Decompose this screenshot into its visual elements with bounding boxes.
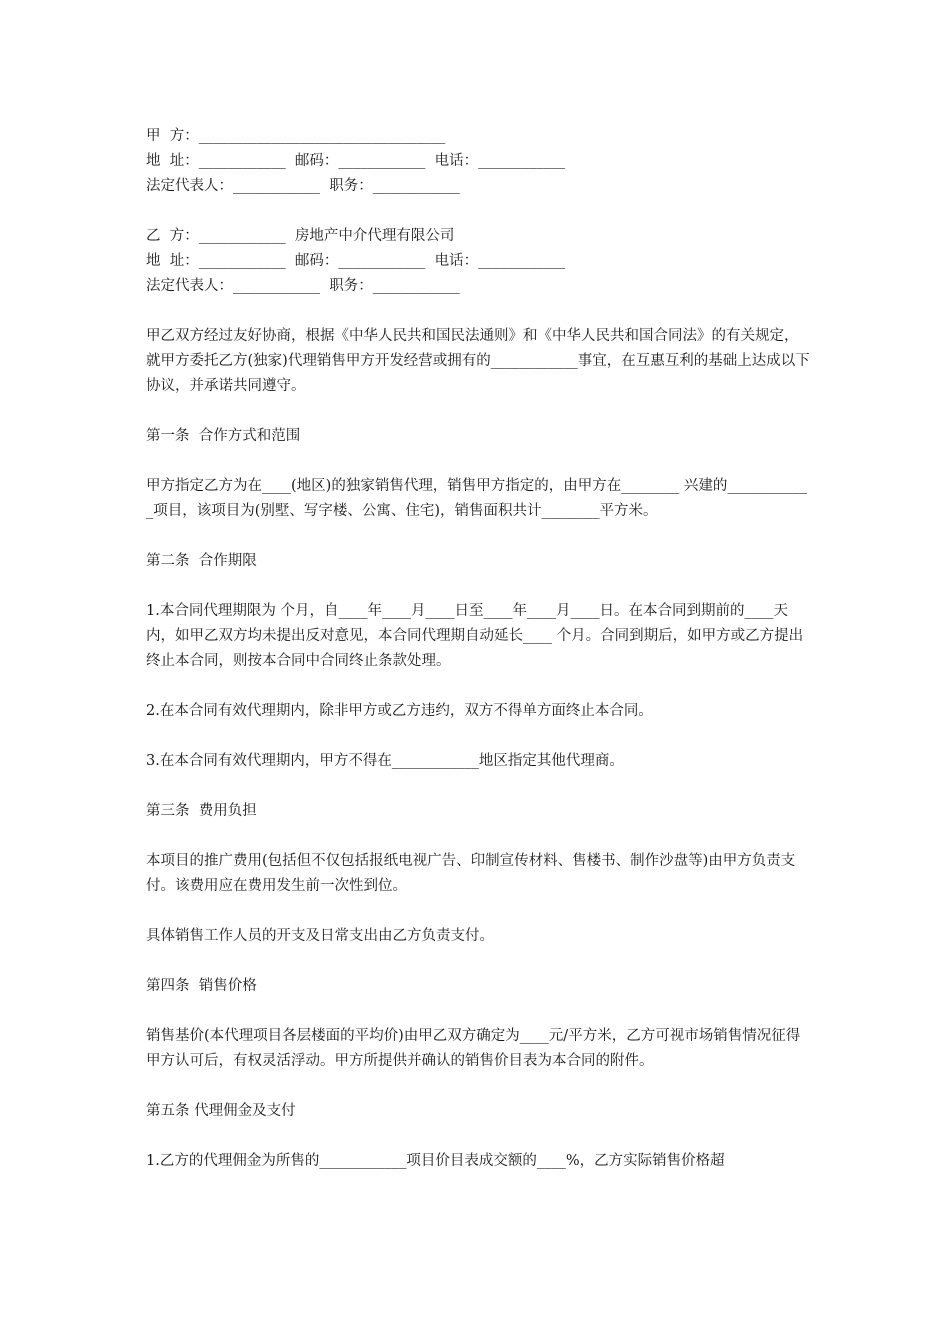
spacer bbox=[146, 724, 810, 749]
party-b-name-line: 乙 方：____________ 房地产中介代理有限公司 bbox=[146, 228, 455, 244]
article-5-item-1: 1.乙方的代理佣金为所售的____________项目价目表成交额的____%，乙方实际销售价格超 bbox=[146, 1153, 725, 1169]
contract-page bbox=[146, 124, 810, 1174]
article-4-body: 销售基价(本代理项目各层楼面的平均价)由甲乙双方确定为____元/平方米，乙方可视市场销售情况征得甲方认可后，有权灵活浮动。甲方所提供并确认的销售价目表为本合同的附件。 bbox=[146, 1028, 801, 1069]
article-3-paragraph-2: 具体销售工作人员的开支及日常支出由乙方负责支付。 bbox=[146, 928, 494, 944]
party-a-address-line: 地 址：____________ 邮码：____________ 电话：____________ bbox=[146, 153, 566, 169]
spacer bbox=[146, 449, 810, 474]
article-5-title: 第五条 代理佣金及支付 bbox=[146, 1103, 296, 1119]
spacer bbox=[146, 524, 810, 549]
article-2-item-3: 3.在本合同有效代理期内，甲方不得在____________地区指定其他代理商。 bbox=[146, 753, 624, 769]
preamble-paragraph: 甲乙双方经过友好协商，根据《中华人民共和国民法通则》和《中华人民共和国合同法》的有关规定，就甲方委托乙方(独家)代理销售甲方开发经营或拥有的____________事宜，在互惠互利的基础上达成以下协议，并承诺共同遵守。 bbox=[146, 328, 810, 394]
article-4-title: 第四条 销售价格 bbox=[146, 978, 257, 994]
article-2-item-1: 1.本合同代理期限为 个月，自____年____月____日至____年____月____日。在本合同到期前的____天内，如甲乙双方均未提出反对意见，本合同代理期自动延长____ 个月。合同到期后，如甲方或乙方提出终止本合同，则按本合同中合同终止条款处理。 bbox=[146, 603, 804, 669]
article-1-title: 第一条 合作方式和范围 bbox=[146, 428, 301, 444]
article-2-item-2: 2.在本合同有效代理期内，除非甲方或乙方违约，双方不得单方面终止本合同。 bbox=[146, 703, 653, 719]
party-b-representative-line: 法定代表人：____________ 职务：____________ bbox=[146, 278, 460, 294]
party-a-name-line: 甲 方：__________________________________ bbox=[146, 128, 446, 144]
spacer bbox=[146, 899, 810, 924]
spacer bbox=[146, 674, 810, 699]
article-3-paragraph-1: 本项目的推广费用(包括但不仅包括报纸电视广告、印制宣传材料、售楼书、制作沙盘等)由甲方负责支付。该费用应在费用发生前一次性到位。 bbox=[146, 853, 796, 894]
spacer bbox=[146, 774, 810, 799]
spacer bbox=[146, 1124, 810, 1149]
article-2-title: 第二条 合作期限 bbox=[146, 553, 257, 569]
spacer bbox=[146, 574, 810, 599]
spacer bbox=[146, 399, 810, 424]
article-3-title: 第三条 费用负担 bbox=[146, 803, 257, 819]
spacer bbox=[146, 299, 810, 324]
spacer bbox=[146, 1074, 810, 1099]
spacer bbox=[146, 199, 810, 224]
party-a-representative-line: 法定代表人：____________ 职务：____________ bbox=[146, 178, 460, 194]
spacer bbox=[146, 999, 810, 1024]
article-1-body: 甲方指定乙方为在____(地区)的独家销售代理，销售甲方指定的，由甲方在________ 兴建的____________项目，该项目为(别墅、写字楼、公寓、住宅)，销售面积共计________平方米。 bbox=[146, 478, 808, 519]
party-b-address-line: 地 址：____________ 邮码：____________ 电话：____________ bbox=[146, 253, 566, 269]
spacer bbox=[146, 949, 810, 974]
spacer bbox=[146, 824, 810, 849]
